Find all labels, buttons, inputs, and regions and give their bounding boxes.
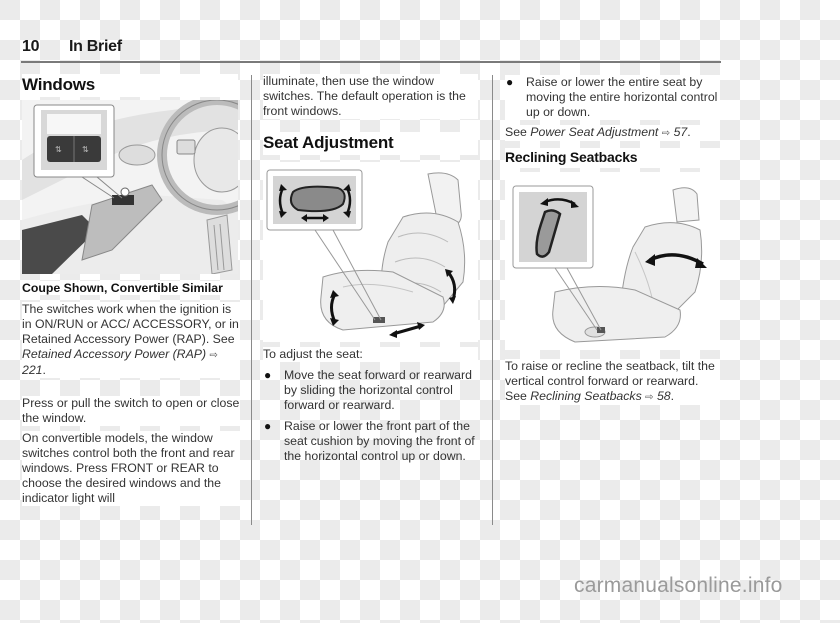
header-divider — [21, 61, 721, 63]
rap-link[interactable]: Retained Accessory Power (RAP) — [22, 347, 207, 361]
page-ref-arrow-icon: ⇨ — [209, 350, 218, 361]
svg-text:⇅: ⇅ — [55, 145, 62, 154]
watermark: carmanualsonline.info — [574, 574, 783, 597]
list-item: ● Raise or lower the entire seat by moving the entire horizontal control up or down. — [506, 75, 718, 119]
reclining-seatback-illustration-icon — [505, 172, 720, 350]
svg-text:⇅: ⇅ — [82, 145, 89, 154]
page-ref-arrow-icon: ⇨ — [645, 392, 654, 403]
window-switch-illustration-icon — [22, 100, 238, 274]
section-title: In Brief — [69, 38, 122, 55]
window-switch-figure — [22, 100, 238, 274]
reclining-seatbacks-heading: Reclining Seatbacks — [505, 148, 720, 168]
seat-adjustment-figure — [263, 162, 478, 342]
ignition-paragraph: The switches work when the ignition is in ON/RUN or ACC/ ACCESSORY, or in Retained Accessory Power (RAP). See Retained Accessory Power (RAP) ⇨ 221. — [22, 302, 239, 377]
reclining-seatbacks-link[interactable]: Reclining Seatbacks — [530, 389, 642, 403]
seat-adjust-list — [263, 368, 478, 470]
seat-adjustment-illustration-icon — [263, 162, 478, 342]
continued-paragraph: illuminate, then use the window switches. The default operation is the front windows. — [263, 74, 478, 119]
list-item: ● Raise or lower the front part of the seat cushion by moving the front of the horizontal control up or down. — [264, 419, 475, 463]
figure-caption: Coupe Shown, Convertible Similar — [22, 281, 240, 295]
seat-raise-list — [505, 75, 720, 120]
press-pull-paragraph: Press or pull the switch to open or close the window. — [22, 396, 240, 425]
column-divider-1 — [251, 75, 252, 525]
column-divider-2 — [492, 75, 493, 525]
convertible-paragraph: On convertible models, the window switches control both the front and rear windows. Press FRONT or REAR to choose the desired windows and the indicator light will — [22, 431, 240, 506]
seat-adjustment-heading: Seat Adjustment — [263, 132, 478, 155]
power-seat-reference: See Power Seat Adjustment ⇨ 57. — [505, 125, 720, 141]
list-item: ● Move the seat forward or rearward by sliding the horizontal control forward or rearward. — [264, 368, 472, 412]
power-seat-link[interactable]: Power Seat Adjustment — [530, 125, 659, 139]
reclining-page-ref[interactable]: 58 — [656, 389, 671, 403]
reclining-seatback-figure — [505, 172, 720, 350]
power-seat-page-ref[interactable]: 57 — [673, 125, 688, 139]
bullet-icon: ● — [506, 75, 514, 89]
page-ref-arrow-icon: ⇨ — [661, 128, 671, 139]
bullet-icon: ● — [264, 368, 272, 382]
ignition-text: The switches work when the ignition is in ON/RUN or ACC/ ACCESSORY, or in Retained Accessory Power (RAP). See — [22, 302, 239, 346]
page-number: 10 — [22, 38, 40, 55]
bullet-icon: ● — [264, 419, 272, 433]
rap-page-ref[interactable]: 221 — [22, 363, 43, 377]
adjust-intro: To adjust the seat: — [263, 347, 478, 362]
windows-heading: Windows — [22, 74, 238, 97]
recline-paragraph: To raise or recline the seatback, tilt the vertical control forward or rearward. See Reclining Seatbacks ⇨ 58. — [505, 359, 720, 405]
